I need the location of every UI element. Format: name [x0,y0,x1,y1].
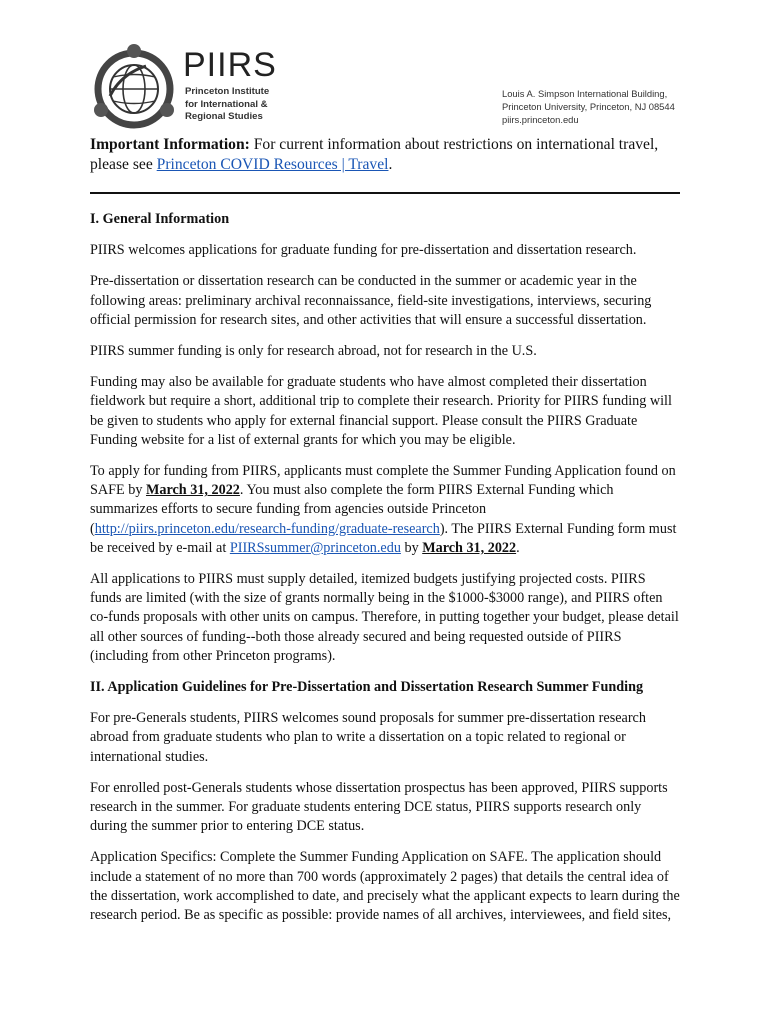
notice-text-end: . [388,156,393,173]
paragraph-text: . [516,539,520,556]
paragraph: All applications to PIIRS must supply detailed, itemized budgets justifying projected costs. PIIRS funds are limited (with the size of grants normally being in the $1000-$3000 range), and PIIRS often co-funds proposals with other units on campus. Therefore, in putting together your budget, please detail all other sources of funding--both those already secured and being requested outside of PIIRS (including from other Princeton programs). [90,571,679,664]
deadline-date: March 31, 2022 [145,482,240,499]
website-text: piirs.princeton.edu [502,114,579,125]
paragraph: For pre-Generals students, PIIRS welcomes sound proposals for summer pre-dissertation research abroad from graduate students who plan to write a dissertation on a topic related to regional or international studies. [90,710,646,765]
address-line: Princeton University, Princeton, NJ 08544 [502,101,675,112]
brand-subtitle-line: for International & [185,98,268,110]
covid-travel-link[interactable]: Princeton COVID Resources | Travel [156,156,389,173]
email-link[interactable]: PIIRSsummer@princeton.edu [229,539,401,556]
paragraph: Pre-dissertation or dissertation research can be conducted in the summer or academic year in the following areas: preliminary archival reconnaissance, field-site investigations, interviews, securing official permission for research sites, and other activities that will ensure a successful dissertation. [90,273,652,328]
section-heading: I. General Information [90,211,230,227]
document-body [90,210,680,937]
divider [90,192,680,194]
paragraph: Funding may also be available for graduate students who have almost completed their dissertation fieldwork but require a short, additional trip to complete their research. Priority for PIIRS funding will be given to students who apply for external financial support. Please consult the PIIRS Graduate Funding website for a list of external grants for which you may be eligible. [90,374,672,448]
notice-label: Important Information: [90,136,250,153]
notice-text: For current information about restrictions on international travel, please see [90,136,659,173]
paragraph-text: ). The PIIRS External Funding form must be received by e-mail at [90,520,677,556]
paragraph: Application Specifics: Complete the Summer Funding Application on SAFE. The application should include a statement of no more than 700 words (approximately 2 pages) that details the central idea of the dissertation, work accomplished to date, and precisely what the applicant expects to learn during the research period. Be as specific as possible: provide names of all archives, interviewees, and field sites, [90,849,680,924]
paragraph-text: by [400,539,423,556]
paragraph-text: . You must also complete the form PIIRS External Funding which summarizes efforts to secure funding from agencies outside Princeton ( [90,482,614,537]
brand-name: PIIRS [183,46,277,84]
important-notice [90,135,690,175]
section-heading: II. Application Guidelines for Pre-Dissertation and Dissertation Research Summer Funding [90,679,644,696]
paragraph: For enrolled post-Generals students whose dissertation prospectus has been approved, PIIRS supports research in the summer. For graduate students entering DCE status, PIIRS supports research only during the summer prior to entering DCE status. [90,779,668,835]
address-block [502,87,675,126]
address-line: Louis A. Simpson International Building, [502,88,668,99]
paragraph: PIIRS summer funding is only for research abroad, not for research in the U.S. [90,343,537,360]
paragraph-text: To apply for funding from PIIRS, applicants must complete the Summer Funding Application found on SAFE by [90,463,676,499]
piirs-logo-icon [91,44,177,130]
graduate-research-link[interactable]: http://piirs.princeton.edu/research-funding/graduate-research [94,520,440,537]
deadline-date: March 31, 2022 [422,539,517,556]
brand-subtitle-line: Regional Studies [185,111,263,122]
paragraph [90,462,680,558]
paragraph: PIIRS welcomes applications for graduate funding for pre-dissertation and dissertation research. [90,242,637,259]
brand-subtitle-line: Princeton Institute [185,86,270,97]
brand-subtitle [185,86,269,124]
